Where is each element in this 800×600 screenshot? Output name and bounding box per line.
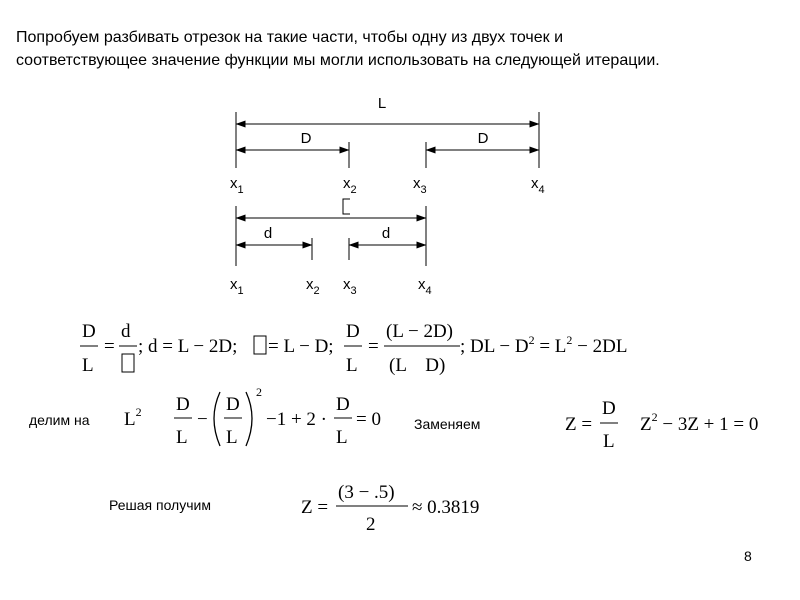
page-number: 8: [744, 548, 752, 564]
x3-bottom-label: $x_3$: [343, 276, 357, 297]
divide-minus: −: [197, 409, 208, 430]
divide-L-2: L: [226, 427, 238, 448]
x3-top-label: $x_3$: [413, 175, 427, 196]
D-left-label: D: [300, 130, 312, 147]
eq1-part5: ; DL − $D^2 = L^2 - 2DL$: [460, 333, 628, 357]
intro-line-2: соответствующее значение функции мы могли использовать на следующей итерации.: [16, 52, 660, 69]
eq1-denominator: (L D): [389, 355, 446, 376]
eq1-numerator: (L − 2D): [386, 321, 453, 342]
sub-L: L: [603, 431, 615, 452]
divide-L-3: L: [336, 427, 348, 448]
substitution-label: Заменяем: [414, 416, 481, 432]
eq1-D-2: D: [346, 321, 360, 342]
missing-glyph-icon: [343, 199, 350, 214]
divide-D-2: D: [226, 394, 240, 415]
sol-Z-eq: Z =: [301, 497, 329, 518]
divide-L-1: L: [176, 427, 188, 448]
eq1-missing-glyph-icon-2: [254, 336, 266, 354]
sol-numerator: (3 − .5): [338, 482, 395, 503]
divide-row: [124, 385, 381, 448]
x4-bottom-label: $x_4$: [418, 276, 432, 297]
left-paren: [214, 392, 220, 446]
d-left-label: d: [263, 225, 273, 242]
x4-top-label: $x_4$: [531, 175, 545, 196]
substitution-row: [565, 398, 758, 452]
x1-bottom-label: $x_1$: [230, 276, 244, 297]
top-diagram: [230, 95, 545, 214]
sol-approx: ≈ 0.3819: [412, 497, 480, 518]
solution-row: [301, 482, 479, 535]
solution-label: Решая получим: [109, 497, 211, 513]
eq1-L-2: L: [346, 355, 358, 376]
divide-square: 2: [256, 385, 262, 399]
equation-row-1: [80, 321, 627, 376]
d-right-label: d: [381, 225, 391, 242]
divide-L: $L^2$: [124, 405, 142, 430]
sub-D: D: [602, 398, 616, 419]
eq1-L: L: [82, 355, 94, 376]
D-right-label: D: [477, 130, 489, 147]
right-paren: [246, 392, 252, 446]
intro-line-1: Попробуем разбивать отрезок на такие части, чтобы одну из двух точек и: [16, 29, 564, 46]
x1-top-label: $x_1$: [230, 175, 244, 196]
divide-eq-zero: = 0: [356, 409, 381, 430]
eq1-d: d: [121, 321, 131, 342]
sub-Z-eq: Z =: [565, 414, 593, 435]
eq1-equals: =: [104, 336, 115, 357]
eq1-part3: = L − D;: [268, 336, 334, 357]
eq1-part2: ; d = L − 2D;: [138, 336, 238, 357]
eq1-equals-2: =: [368, 336, 379, 357]
eq1-D: D: [82, 321, 96, 342]
sol-denominator: 2: [366, 514, 376, 535]
L-label: L: [377, 95, 387, 112]
x2-top-label: $x_2$: [343, 175, 357, 196]
divide-label: делим на: [29, 412, 90, 428]
sub-quadratic: $Z^2 - 3Z + 1 = 0$: [640, 410, 759, 435]
x2-bottom-label: $x_2$: [306, 276, 320, 297]
divide-D-3: D: [336, 394, 350, 415]
bottom-diagram: [230, 206, 432, 297]
divide-tail: −1 + 2 ·: [266, 409, 328, 430]
eq1-missing-glyph-icon: [122, 354, 134, 372]
divide-D-1: D: [176, 394, 190, 415]
